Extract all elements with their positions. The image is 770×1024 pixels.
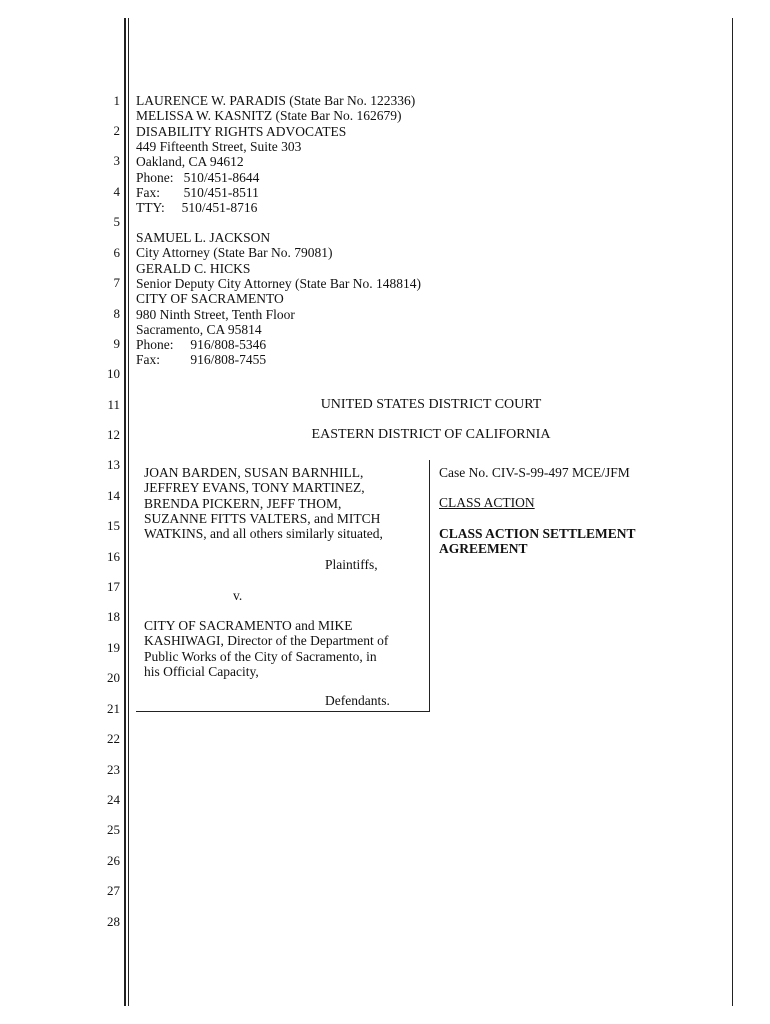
plaintiffs-line: WATKINS, and all others similarly situated, bbox=[144, 526, 383, 542]
versus: v. bbox=[233, 588, 243, 603]
line-number: 10 bbox=[107, 366, 120, 381]
document-title-line1: CLASS ACTION SETTLEMENT bbox=[439, 526, 636, 541]
attorney-line: Phone: 510/451-8644 bbox=[136, 169, 260, 185]
defendants-label: Defendants. bbox=[325, 693, 390, 708]
line-number: 28 bbox=[107, 914, 120, 929]
attorney-line: SAMUEL L. JACKSON bbox=[136, 230, 271, 245]
line-number: 26 bbox=[107, 853, 120, 868]
line-number: 11 bbox=[107, 397, 120, 412]
defendants-line: his Official Capacity, bbox=[144, 663, 259, 679]
line-number: 1 bbox=[113, 93, 120, 108]
attorney-line: Sacramento, CA 95814 bbox=[136, 321, 262, 337]
line-number: 9 bbox=[113, 336, 120, 351]
line-number: 16 bbox=[107, 549, 120, 564]
court-name: UNITED STATES DISTRICT COURT bbox=[320, 397, 542, 412]
defendants-line: CITY OF SACRAMENTO and MIKE bbox=[144, 618, 353, 633]
line-number: 12 bbox=[107, 427, 120, 442]
line-number: 6 bbox=[113, 245, 120, 260]
defendants-line: Public Works of the City of Sacramento, in bbox=[144, 648, 377, 664]
line-number: 22 bbox=[107, 731, 120, 746]
line-number: 25 bbox=[107, 822, 120, 837]
line-number: 18 bbox=[107, 609, 120, 624]
attorney-line: DISABILITY RIGHTS ADVOCATES bbox=[136, 123, 347, 139]
attorney-line: Phone: 916/808-5346 bbox=[136, 337, 267, 353]
court-district: EASTERN DISTRICT OF CALIFORNIA bbox=[311, 427, 551, 442]
line-number: 27 bbox=[107, 883, 120, 898]
class-action-label: CLASS ACTION bbox=[439, 495, 535, 510]
line-number: 5 bbox=[113, 214, 120, 229]
line-number: 8 bbox=[113, 306, 120, 321]
line-number: 17 bbox=[107, 579, 120, 594]
left-margin-rule-inner bbox=[128, 18, 129, 1006]
line-number: 7 bbox=[113, 275, 120, 290]
line-number: 14 bbox=[107, 488, 120, 503]
attorney-line: CITY OF SACRAMENTO bbox=[136, 291, 284, 307]
attorney-line: City Attorney (State Bar No. 79081) bbox=[136, 245, 333, 261]
attorney-line: 980 Ninth Street, Tenth Floor bbox=[136, 306, 295, 322]
line-number: 23 bbox=[107, 762, 120, 777]
line-number: 20 bbox=[107, 670, 120, 685]
line-number: 4 bbox=[113, 184, 120, 199]
line-number: 3 bbox=[113, 153, 120, 168]
right-margin-rule bbox=[732, 18, 733, 1006]
attorney-line: Senior Deputy City Attorney (State Bar No. 148814) bbox=[136, 275, 421, 291]
document-title-line2: AGREEMENT bbox=[439, 541, 528, 557]
attorney-line: Fax: 916/808-7455 bbox=[136, 352, 267, 368]
caption-box-right-border bbox=[429, 460, 430, 712]
plaintiffs-line: SUZANNE FITTS VALTERS, and MITCH bbox=[144, 510, 381, 526]
attorney-line: GERALD C. HICKS bbox=[136, 260, 251, 276]
attorney-line: Oakland, CA 94612 bbox=[136, 154, 244, 170]
line-number: 13 bbox=[107, 457, 120, 472]
attorney-line: LAURENCE W. PARADIS (State Bar No. 122336) bbox=[136, 93, 416, 108]
plaintiffs-line: BRENDA PICKERN, JEFF THOM, bbox=[144, 495, 342, 511]
attorney-line: Fax: 510/451-8511 bbox=[136, 184, 259, 200]
left-margin-rule-outer bbox=[124, 18, 126, 1006]
caption-box-bottom-border bbox=[136, 711, 430, 712]
line-number: 19 bbox=[107, 640, 120, 655]
line-number: 2 bbox=[113, 123, 120, 138]
case-number: Case No. CIV-S-99-497 MCE/JFM bbox=[439, 465, 630, 480]
attorney-line: MELISSA W. KASNITZ (State Bar No. 162679) bbox=[136, 108, 402, 124]
line-number: 21 bbox=[107, 701, 120, 716]
plaintiffs-line: JOAN BARDEN, SUSAN BARNHILL, bbox=[144, 465, 364, 480]
line-number: 24 bbox=[107, 792, 120, 807]
attorney-line: TTY: 510/451-8716 bbox=[136, 200, 258, 216]
plaintiffs-line: JEFFREY EVANS, TONY MARTINEZ, bbox=[144, 480, 365, 496]
attorney-line: 449 Fifteenth Street, Suite 303 bbox=[136, 138, 302, 154]
defendants-line: KASHIWAGI, Director of the Department of bbox=[144, 633, 389, 649]
plaintiffs-label: Plaintiffs, bbox=[325, 557, 378, 572]
line-number: 15 bbox=[107, 518, 120, 533]
